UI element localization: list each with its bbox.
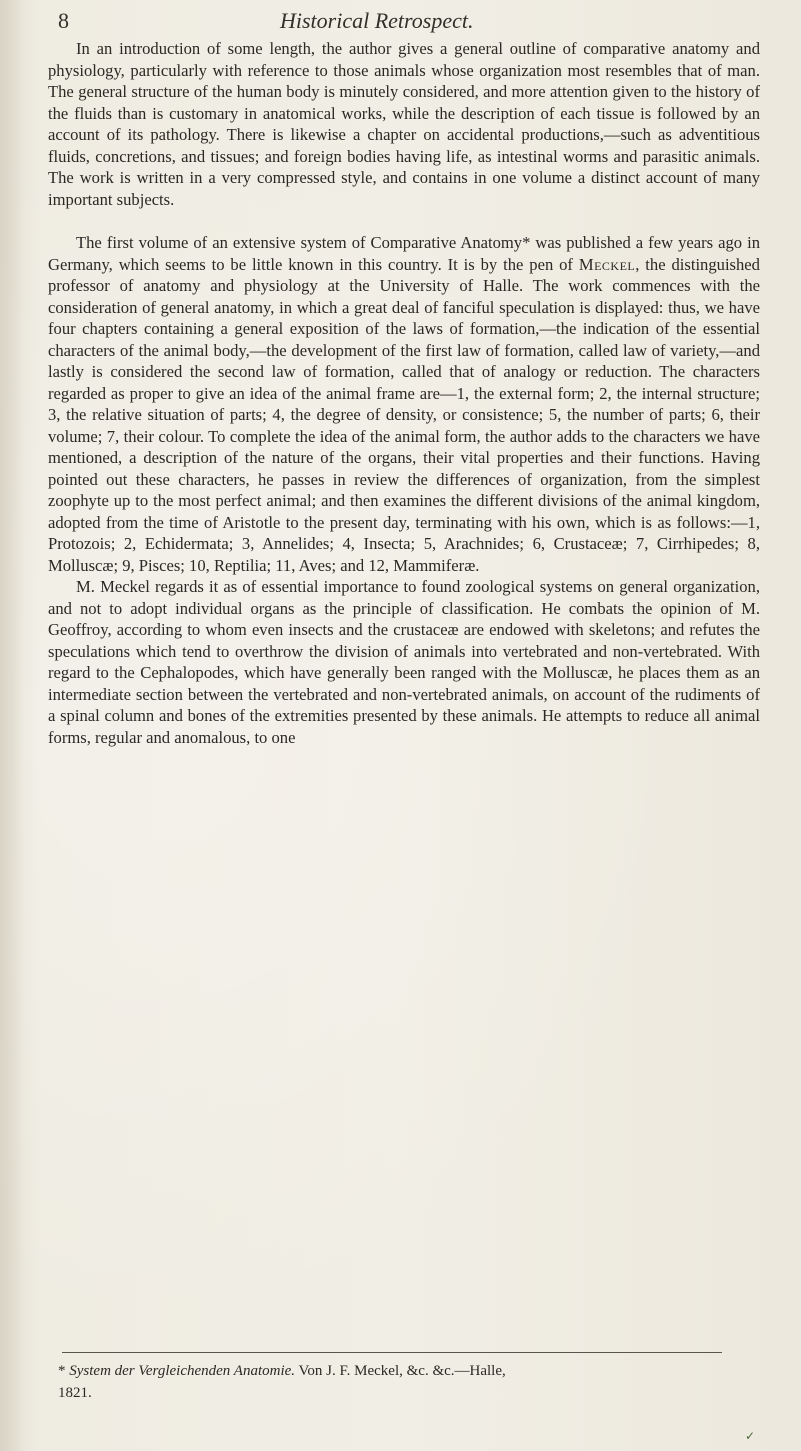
footnote-citation: Von J. F. Meckel, &c. &c.—Halle, bbox=[295, 1363, 506, 1379]
paragraph-2-text-a: The first volume of an extensive system of Comparative Anatomy* was published a few years ago in Germany, which seems to be little known in this country. It is by the pen of bbox=[48, 233, 760, 274]
body-text bbox=[48, 38, 760, 748]
page-number: 8 bbox=[58, 8, 69, 33]
footnote-line-1 bbox=[58, 1360, 758, 1382]
paragraph-1-text: In an introduction of some length, the author gives a general outline of comparative anatomy and physiology, particularly with reference to those animals whose organization most resembles that of man. The general structure of the human body is minutely considered, and more attention given to the history of the fluids than is customary in anatomical works, while the description of each tissue is followed by an account of its pathology. There is likewise a chapter on accidental productions,—such as adventitious fluids, concretions, and tissues; and foreign bodies having life, as intestinal worms and parasitic animals. The work is written in a very compressed style, and contains in one volume a distinct account of many important subjects. bbox=[48, 39, 760, 209]
paper-speck: ✓ bbox=[745, 1429, 756, 1443]
footnote-rule bbox=[62, 1352, 722, 1353]
footnote-marker: * bbox=[58, 1363, 70, 1379]
page-header bbox=[58, 8, 758, 38]
paragraph-meckel-system bbox=[48, 232, 760, 576]
page-gutter-shadow bbox=[0, 0, 24, 1451]
footnote-year: 1821. bbox=[58, 1385, 92, 1401]
paragraph-3-text: M. Meckel regards it as of essential importance to found zoological systems on general organization, and not to adopt individual organs as the principle of classification. He combats the opinion of M. Geoffroy, according to whom even insects and the crustaceæ are endowed with skeletons; and refutes the speculations which tend to overthrow the division of animals into vertebrated and non-vertebrated. With regard to the Cephalopodes, which have generally been ranged with the Molluscæ, he places them as an intermediate section between the vertebrated and non-vertebrated animals, on account of the rudiments of a spinal column and bones of the extremities presented by these animals. He attempts to reduce all animal forms, regular and anomalous, to one bbox=[48, 577, 760, 747]
paragraph-introduction bbox=[48, 38, 760, 210]
author-name-meckel: Meckel bbox=[578, 254, 636, 274]
paragraph-classification bbox=[48, 576, 760, 748]
footnote bbox=[58, 1360, 758, 1404]
running-head: Historical Retrospect. bbox=[280, 8, 474, 33]
paragraph-2-text-b: , the distinguished professor of anatomy and physiology at the University of Halle. The work commences with the consideration of general anatomy, in which a great deal of fanciful speculation is displayed: thus, we have four chapters containing a general exposition of the laws of formation,—the indication of the essential characters of the animal body,—the development of the first law of formation, called law of variety,—and lastly is considered the second law of formation, called that of analogy or reduction. The characters regarded as proper to give an idea of the animal frame are—1, the external form; 2, the internal structure; 3, the relative situation of parts; 4, the degree of density, or consistence; 5, the number of parts; 6, their volume; 7, their colour. To complete the idea of the animal form, the author adds to the characters we have mentioned, a description of the nature of the organs, their vital properties and their functions. Having pointed out these characters, he passes in review the differences of organization, from the simplest zoophyte up to the most perfect animal; and then examines the different divisions of the animal kingdom, adopted from the time of Aristotle to the present day, terminating with his own, which is as follows:—1, Protozois; 2, Echidermata; 3, Annelides; 4, Insecta; 5, Arachnides; 6, Crustaceæ; 7, Cirrhipedes; 8, Molluscæ; 9, Pisces; 10, Reptilia; 11, Aves; and 12, Mammiferæ. bbox=[48, 254, 760, 575]
footnote-title: System der Vergleichenden Anatomie. bbox=[69, 1363, 296, 1379]
